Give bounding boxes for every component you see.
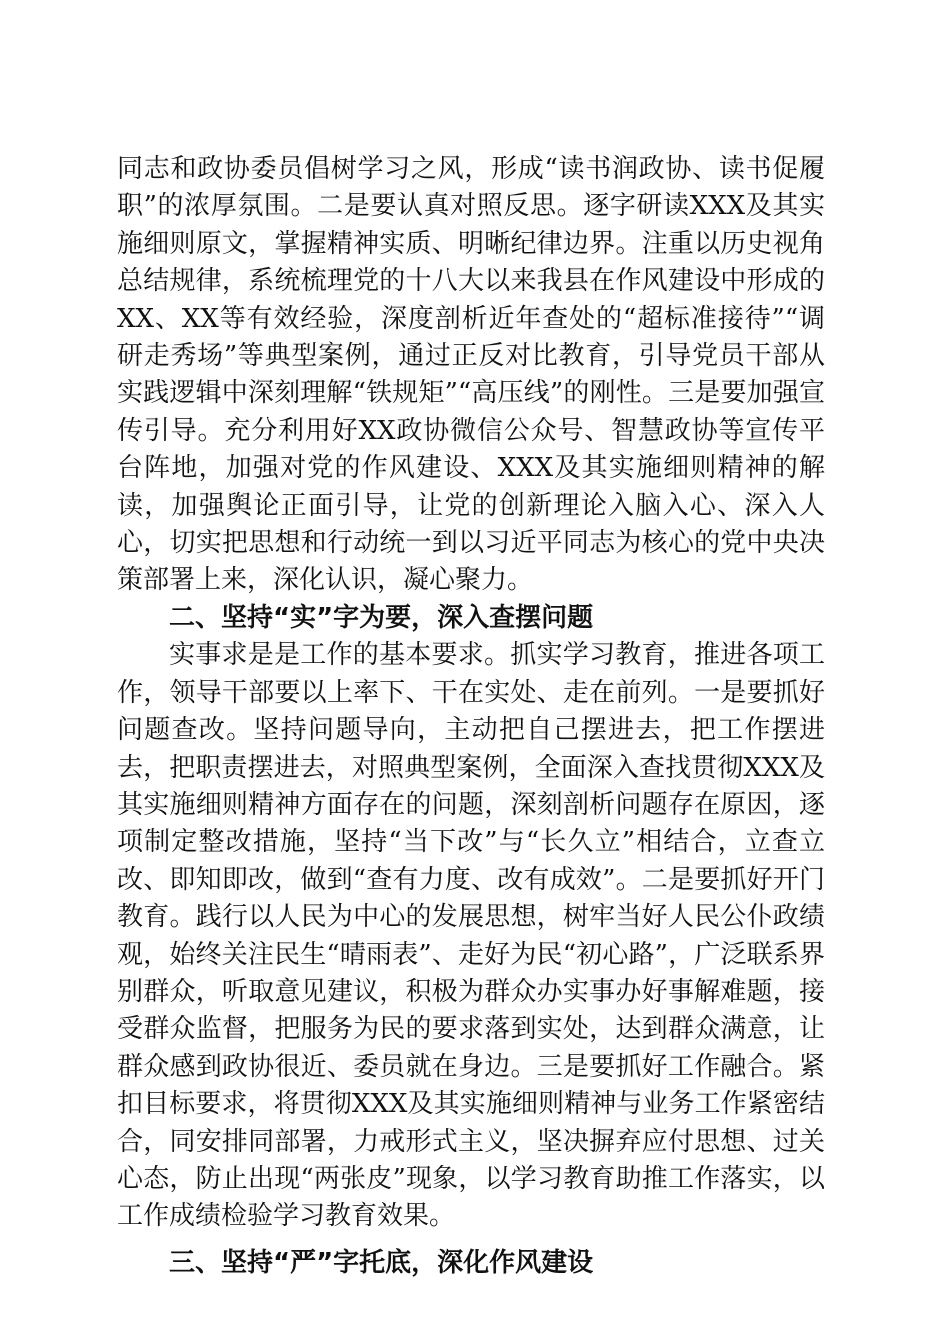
body-paragraph: 同志和政协委员倡树学习之风，形成“读书润政协、读书促履职”的浓厚氛围。二是要认真对照反思。逐字研读XXX及其实施细则原文，掌握精神实质、明晰纪律边界。注重以历史视角总结规律，系统梳理党的十八大以来我县在作风建设中形成的XX、XX等有效经验，深度剖析近年查处的“超标准接待”“调研走秀场”等典型案例，通过正反对比教育，引导党员干部从实践逻辑中深刻理解“铁规矩”“高压线”的刚性。三是要加强宣传引导。充分利用好XX政协微信公众号、智慧政协等宣传平台阵地，加强对党的作风建设、XXX及其实施细则精神的解读，加强舆论正面引导，让党的创新理论入脑入心、深入人心，切实把思想和行动统一到以习近平同志为核心的党中央决策部署上来，深化认识，凝心聚力。 — [117, 154, 825, 596]
document-body — [117, 151, 825, 1282]
body-paragraph: 实事求是是工作的基本要求。抓实学习教育，推进各项工作，领导干部要以上率下、干在实处、走在前列。一是要抓好问题查改。坚持问题导向，主动把自己摆进去，把工作摆进去，把职责摆进去，对照典型案例，全面深入查找贯彻XXX及其实施细则精神方面存在的问题，深刻剖析问题存在原因，逐项制定整改措施，坚持“当下改”与“长久立”相结合，立查立改、即知即改，做到“查有力度、改有成效”。二是要抓好开门教育。践行以人民为中心的发展思想，树牢当好人民公仆政绩观，始终关注民生“晴雨表”、走好为民“初心路”，广泛联系界别群众，听取意见建议，积极为群众办实事办好事解难题，接受群众监督，把服务为民的要求落到实处，达到群众满意，让群众感到政协很近、委员就在身边。三是要抓好工作融合。紧扣目标要求，将贯彻XXX及其实施细则精神与业务工作紧密结合，同安排同部署，力戒形式主义，坚决摒弃应付思想、过关心态，防止出现“两张皮”现象，以学习教育助推工作落实，以工作成绩检验学习教育效果。 — [117, 640, 825, 1232]
section-heading: 二、坚持“实”字为要，深入查摆问题 — [169, 602, 594, 633]
section-heading: 三、坚持“严”字托底，深化作风建设 — [169, 1247, 594, 1278]
